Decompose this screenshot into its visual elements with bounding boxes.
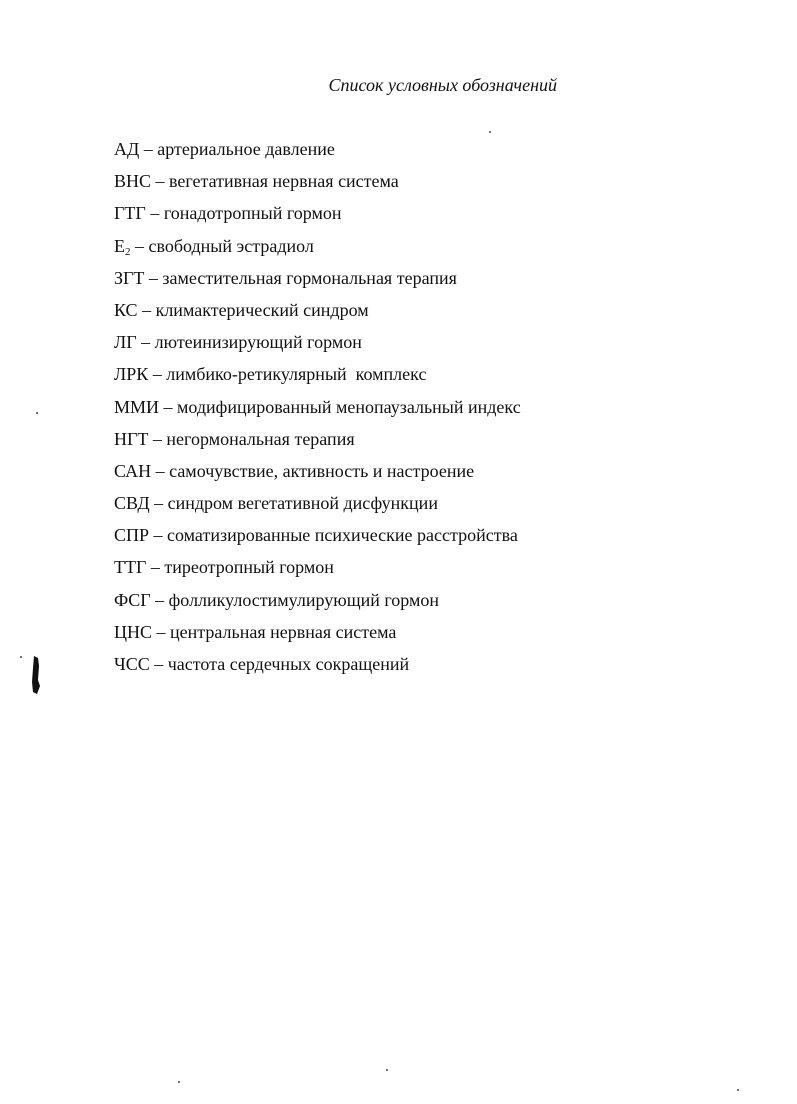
- abbreviation-definition: негормональная терапия: [166, 428, 355, 449]
- abbreviation-term: [114, 236, 131, 256]
- abbreviation-item: ФСГ – фолликулостимулирующий гормон: [114, 589, 440, 610]
- abbreviation-item: ЛГ – лютеинизирующий гормон: [114, 332, 362, 353]
- abbreviation-definition: модифицированный менопаузальный индекс: [177, 396, 521, 417]
- abbreviation-definition: артериальное давление: [157, 139, 335, 159]
- scan-speck: [386, 1069, 388, 1071]
- abbreviation-list: [114, 138, 521, 685]
- abbreviation-term-base: Е: [114, 235, 125, 256]
- abbreviation-term-subscript: 2: [125, 245, 131, 258]
- abbreviation-term: ЗГТ: [114, 267, 145, 288]
- abbreviation-definition: тиреотропный гормон: [164, 557, 334, 578]
- abbreviation-definition: фолликулостимулирующий гормон: [168, 589, 440, 610]
- binder-hole-mark: [30, 656, 42, 696]
- abbreviation-term: НГТ: [114, 428, 149, 449]
- abbreviation-definition: свободный эстрадиол: [148, 235, 314, 256]
- scan-speck: [20, 656, 22, 658]
- scan-speck: [36, 412, 38, 414]
- abbreviation-item: ЗГТ – заместительная гормональная терапия: [114, 267, 457, 288]
- abbreviation-item: НГТ – негормональная терапия: [114, 428, 355, 449]
- abbreviation-item: ЛРК – лимбико-ретикулярный комплекс: [114, 364, 427, 385]
- abbreviation-item: СВД – синдром вегетативной дисфункции: [114, 493, 438, 514]
- abbreviation-definition: лимбико-ретикулярный комплекс: [166, 364, 427, 385]
- abbreviation-term: САН: [114, 460, 152, 481]
- abbreviation-definition: заместительная гормональная терапия: [162, 267, 457, 288]
- abbreviation-definition: соматизированные психические расстройства: [167, 525, 518, 546]
- abbreviation-term: СВД: [114, 493, 150, 514]
- abbreviation-definition: гонадотропный гормон: [163, 203, 342, 224]
- abbreviation-item: ГТГ – гонадотропный гормон: [114, 203, 342, 224]
- abbreviation-term: ЛГ: [114, 332, 137, 353]
- abbreviation-item: ВНС – вегетативная нервная система: [114, 171, 399, 192]
- abbreviation-item: ТТГ – тиреотропный гормон: [114, 557, 334, 578]
- abbreviation-item: АД – артериальное давление: [114, 139, 335, 159]
- abbreviation-term: АД: [114, 139, 140, 159]
- abbreviation-term: ЛРК: [114, 364, 149, 385]
- abbreviation-definition: лютеинизирующий гормон: [154, 332, 362, 353]
- abbreviation-definition: центральная нервная система: [170, 621, 397, 642]
- abbreviation-term: КС: [114, 299, 138, 320]
- abbreviation-term: ЦНС: [114, 621, 153, 642]
- abbreviation-term: СПР: [114, 525, 150, 546]
- abbreviation-item: КС – климактерический синдром: [114, 299, 369, 320]
- scan-speck: [178, 1081, 180, 1083]
- abbreviation-item: ЧСС – частота сердечных сокращений: [114, 654, 410, 674]
- abbreviation-definition: синдром вегетативной дисфункции: [167, 493, 438, 514]
- abbreviation-definition: самочувствие, активность и настроение: [169, 460, 475, 481]
- abbreviation-term: ЧСС: [114, 654, 150, 674]
- abbreviation-item: САН – самочувствие, активность и настроение: [114, 460, 475, 481]
- abbreviation-term: ММИ: [114, 396, 160, 417]
- page-title: Список условных обозначений: [328, 75, 557, 95]
- abbreviation-term: ФСГ: [114, 589, 151, 610]
- abbreviation-item: СПР – соматизированные психические расстройства: [114, 525, 518, 546]
- abbreviation-definition: частота сердечных сокращений: [167, 654, 410, 674]
- abbreviation-definition: климактерический синдром: [155, 299, 369, 320]
- abbreviation-term: ТТГ: [114, 557, 147, 578]
- abbreviation-item: $Е_2$ – свободный эстрадиол: [114, 235, 314, 258]
- abbreviation-definition: вегетативная нервная система: [169, 171, 399, 192]
- abbreviation-item: ММИ – модифицированный менопаузальный индекс: [114, 396, 521, 417]
- abbreviation-item: ЦНС – центральная нервная система: [114, 621, 397, 642]
- scan-speck: [489, 131, 491, 133]
- abbreviation-term: ВНС: [114, 171, 152, 192]
- scan-speck: [737, 1089, 739, 1091]
- abbreviation-term: ГТГ: [114, 203, 146, 224]
